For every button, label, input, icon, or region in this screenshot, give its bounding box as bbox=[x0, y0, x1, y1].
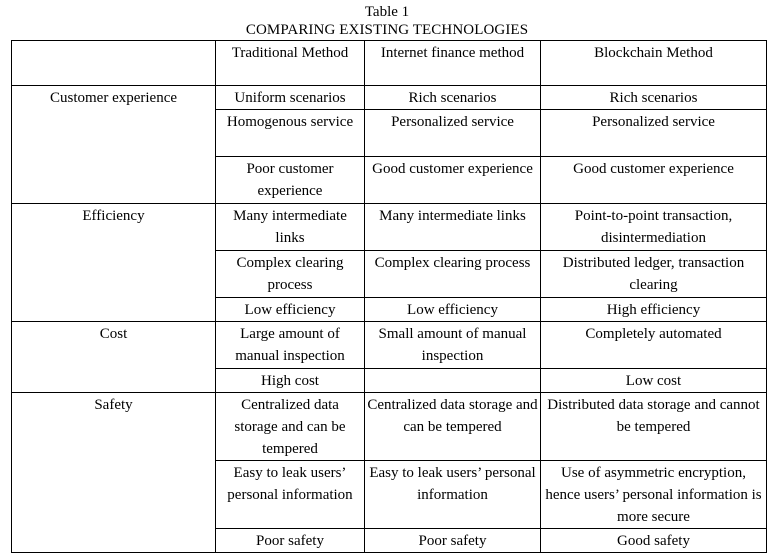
table-cell: Completely automated bbox=[541, 322, 767, 369]
table-cell: Uniform scenarios bbox=[216, 86, 365, 110]
category-cell-safety: Safety bbox=[12, 393, 216, 553]
table-cell: High efficiency bbox=[541, 298, 767, 322]
header-cell-blockchain: Blockchain Method bbox=[541, 41, 767, 86]
table-cell: Poor safety bbox=[216, 529, 365, 553]
category-cell-customer-experience: Customer experience bbox=[12, 86, 216, 204]
table-number: Table 1 bbox=[364, 4, 410, 20]
table-cell: Poor customer experience bbox=[216, 157, 365, 204]
table-cell: Personalized service bbox=[365, 110, 541, 157]
header-cell-internet-finance: Internet finance method bbox=[365, 41, 541, 86]
table-cell: Distributed data storage and cannot be tempered bbox=[541, 393, 767, 461]
table-cell: Rich scenarios bbox=[541, 86, 767, 110]
header-cell-traditional: Traditional Method bbox=[216, 41, 365, 86]
header-row bbox=[12, 41, 767, 86]
table-cell: Easy to leak users’ personal information bbox=[365, 461, 541, 529]
table-cell: Good customer experience bbox=[365, 157, 541, 204]
table-cell: Distributed ledger, transaction clearing bbox=[541, 251, 767, 298]
category-cell-cost: Cost bbox=[12, 322, 216, 393]
table-cell: Easy to leak users’ personal information bbox=[216, 461, 365, 529]
table-cell: Personalized service bbox=[541, 110, 767, 157]
table-cell: Low efficiency bbox=[216, 298, 365, 322]
table-cell: Complex clearing process bbox=[216, 251, 365, 298]
table-cell: Point-to-point transaction, disintermediation bbox=[541, 204, 767, 251]
table-cell: Good safety bbox=[541, 529, 767, 553]
table-cell: Poor safety bbox=[365, 529, 541, 553]
table-cell: Many intermediate links bbox=[365, 204, 541, 251]
table-row bbox=[12, 322, 767, 369]
table-row bbox=[12, 86, 767, 110]
table-cell: Homogenous service bbox=[216, 110, 365, 157]
table-cell: Small amount of manual inspection bbox=[365, 322, 541, 369]
header-cell-empty bbox=[12, 41, 216, 86]
table-cell: Use of asymmetric encryption, hence users’ personal information is more secure bbox=[541, 461, 767, 529]
table-cell: Low efficiency bbox=[365, 298, 541, 322]
table-cell: Complex clearing process bbox=[365, 251, 541, 298]
table-cell: Centralized data storage and can be tempered bbox=[365, 393, 541, 461]
table-cell bbox=[365, 369, 541, 393]
comparison-table bbox=[11, 40, 767, 553]
table-title: COMPARING EXISTING TECHNOLOGIES bbox=[245, 22, 529, 38]
table-cell: Good customer experience bbox=[541, 157, 767, 204]
table-cell: Many intermediate links bbox=[216, 204, 365, 251]
table-cell: Rich scenarios bbox=[365, 86, 541, 110]
table-row bbox=[12, 393, 767, 461]
table-cell: Large amount of manual inspection bbox=[216, 322, 365, 369]
table-cell: Low cost bbox=[541, 369, 767, 393]
table-cell: High cost bbox=[216, 369, 365, 393]
category-cell-efficiency: Efficiency bbox=[12, 204, 216, 322]
table-row bbox=[12, 204, 767, 251]
table-cell: Centralized data storage and can be tempered bbox=[216, 393, 365, 461]
